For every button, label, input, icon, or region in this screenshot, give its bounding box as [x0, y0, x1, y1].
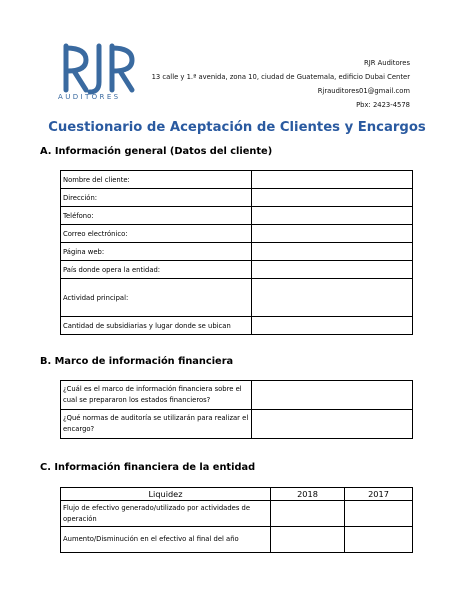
answer-cell[interactable] [252, 261, 413, 279]
rjr-monogram-icon [52, 40, 142, 98]
company-info [152, 56, 410, 112]
row-label: Cantidad de subsidiarias y lugar donde se ubican [61, 317, 252, 335]
table-row [61, 381, 413, 410]
page-title: Cuestionario de Aceptación de Clientes y Encargos [48, 120, 426, 135]
row-label: Aumento/Disminución en el efectivo al final del año [61, 527, 271, 553]
answer-cell[interactable] [252, 317, 413, 335]
company-phone: Pbx: 2423-4578 [356, 101, 410, 109]
value-cell-2018[interactable] [271, 527, 345, 553]
table-row [61, 317, 413, 335]
answer-cell[interactable] [252, 243, 413, 261]
table-row [61, 501, 413, 527]
table-row [61, 207, 413, 225]
column-header-2018: 2018 [271, 488, 345, 501]
table-row [61, 189, 413, 207]
answer-cell[interactable] [252, 171, 413, 189]
row-label: Teléfono: [61, 207, 252, 225]
column-header-liquidez: Liquidez [61, 488, 271, 501]
table-row [61, 243, 413, 261]
company-address: 13 calle y 1.ª avenida, zona 10, ciudad de Guatemala, edificio Dubai Center [151, 73, 410, 81]
answer-cell[interactable] [252, 189, 413, 207]
column-header-2017: 2017 [345, 488, 413, 501]
answer-cell[interactable] [252, 207, 413, 225]
row-label: ¿Cuál es el marco de información financiera sobre el cual se prepararon los estados financieros? [61, 381, 252, 410]
row-label: Actividad principal: [61, 279, 252, 317]
company-name: RJR Auditores [364, 59, 410, 67]
row-label: Flujo de efectivo generado/utilizado por actividades de operación [61, 501, 271, 527]
value-cell-2017[interactable] [345, 501, 413, 527]
section-c-heading: C. Información financiera de la entidad [40, 462, 256, 473]
row-label: ¿Qué normas de auditoría se utilizarán para realizar el encargo? [61, 410, 252, 439]
value-cell-2017[interactable] [345, 527, 413, 553]
row-label: Correo electrónico: [61, 225, 252, 243]
logo-text: AUDITORES [58, 93, 121, 101]
row-label: Nombre del cliente: [61, 171, 252, 189]
financial-framework-table [60, 380, 413, 439]
section-b-heading: B. Marco de información financiera [40, 356, 234, 367]
client-info-table [60, 170, 413, 335]
table-row [61, 527, 413, 553]
table-row [61, 261, 413, 279]
row-label: País donde opera la entidad: [61, 261, 252, 279]
answer-cell[interactable] [252, 279, 413, 317]
company-email: Rjrauditores01@gmail.com [317, 87, 410, 95]
row-label: Página web: [61, 243, 252, 261]
answer-cell[interactable] [252, 225, 413, 243]
answer-cell[interactable] [252, 381, 413, 410]
table-header-row [61, 488, 413, 501]
table-row [61, 279, 413, 317]
table-row [61, 171, 413, 189]
row-label: Dirección: [61, 189, 252, 207]
table-row [61, 410, 413, 439]
value-cell-2018[interactable] [271, 501, 345, 527]
financial-info-table [60, 487, 413, 553]
answer-cell[interactable] [252, 410, 413, 439]
table-row [61, 225, 413, 243]
section-a-heading: A. Información general (Datos del cliente) [40, 146, 273, 157]
